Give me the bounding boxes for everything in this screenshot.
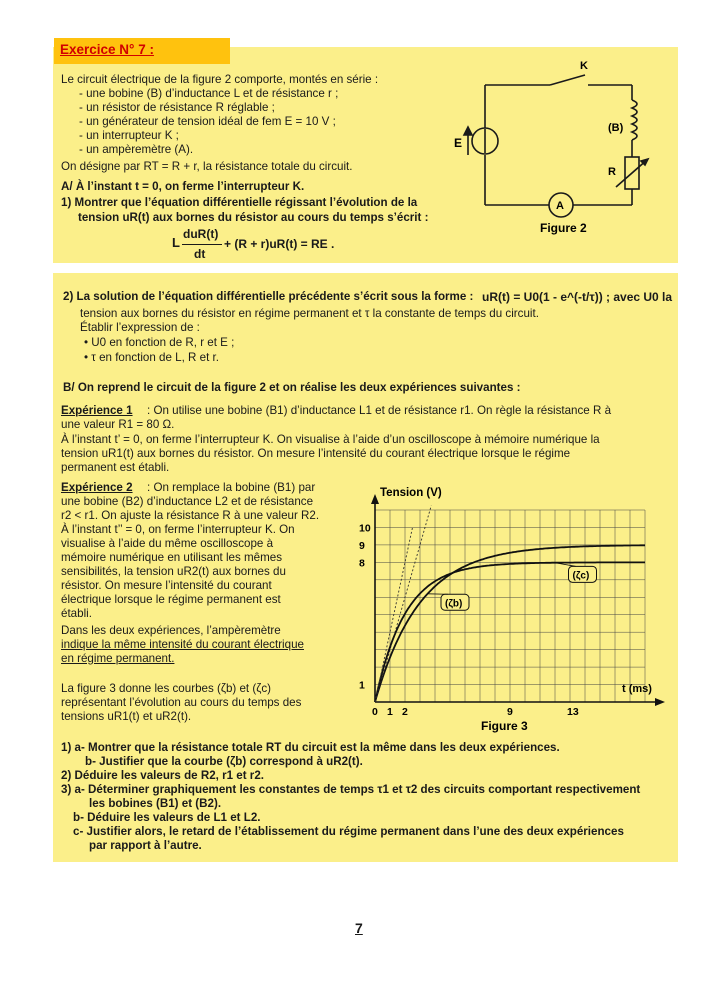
experience-2-line: une bobine (B2) d’inductance L2 et de résistance (61, 495, 314, 508)
experience-1-line: tension uR1(t) aux bornes du résistor. On mesure l’intensité du courant électrique lorsque le régime (61, 447, 571, 460)
experience-2-line: visualise à l’aide du même oscilloscope à (61, 537, 274, 550)
equation-lhs: L (172, 235, 180, 250)
fraction-bar (182, 244, 222, 245)
question-item: par rapport à l’autre. (89, 839, 202, 852)
experience-2-line: Dans les deux expériences, l’ampèremètre (61, 624, 281, 637)
component-item: - un interrupteur K ; (79, 129, 179, 142)
experience-1-line: À l’instant t’ = 0, on ferme l’interrupteur K. On visualise à l’aide d’un oscilloscope à mémoire numérique la (61, 433, 600, 446)
question-2-line3: Établir l’expression de : (80, 321, 200, 334)
question-2-line1: 2) La solution de l’équation différentielle précédente s’écrit sous la forme : (63, 290, 474, 303)
x-tick-label: 2 (402, 706, 408, 718)
curve-label: (ζc) (572, 570, 590, 582)
part-a-heading: A/ À l’instant t = 0, on ferme l’interrupteur K. (61, 180, 305, 193)
question-1-line1: 1) Montrer que l’équation différentielle régissant l’évolution de la (61, 196, 418, 209)
experience-2-line: sensibilités, la tension uR2(t) aux bornes du (61, 565, 286, 578)
experience-2-line: électrique lorsque le régime permanent est (61, 593, 281, 606)
experience-1-line: une valeur R1 = 80 Ω. (61, 418, 175, 431)
label-a: A (556, 200, 564, 212)
curve-label: (ζb) (445, 598, 463, 610)
component-item: - une bobine (B) d’inductance L et de résistance r ; (79, 87, 339, 100)
question-item: 1) a- Montrer que la résistance totale RT du circuit est la même dans les deux expériences. (61, 741, 560, 754)
question-2-bullet-2: • τ en fonction de L, R et r. (84, 351, 219, 364)
experience-2-line: r2 < r1. On ajuste la résistance R à une valeur R2. (61, 509, 320, 522)
experience-2-line: À l’instant t’’ = 0, on ferme l’interrupteur K. On (61, 523, 295, 536)
figure-3-chart (345, 482, 667, 734)
circuit-diagram (440, 55, 670, 240)
x-tick-label: 1 (387, 706, 393, 718)
question-item: b- Déduire les valeurs de L1 et L2. (73, 811, 261, 824)
y-tick-label: 9 (359, 539, 365, 552)
question-item: 3) a- Déterminer graphiquement les constantes de temps τ1 et τ2 des circuits comportant respectivement (61, 783, 641, 796)
figure-3-description: tensions uR1(t) et uR2(t). (61, 710, 192, 723)
y-axis-arrow (371, 494, 379, 504)
component-item: - un générateur de tension idéal de fem E = 10 V ; (79, 115, 336, 128)
label-k: K (580, 60, 588, 72)
chart-y-label: Tension (V) (380, 487, 442, 499)
y-tick-label: 1 (359, 679, 365, 692)
equation-rhs: + (R + r)uR(t) = RE . (224, 237, 335, 251)
figure-3-description: La figure 3 donne les courbes (ζb) et (ζc) (61, 682, 272, 695)
experience-1-line: : On utilise une bobine (B1) d’inductance L1 et de résistance r1. On règle la résistance R à (147, 404, 612, 417)
figure-3-description: représentant l’évolution au cours du temps des (61, 696, 302, 709)
page-number: 7 (355, 920, 363, 936)
coil-b (632, 100, 637, 140)
question-2-formula: uR(t) = U0(1 - e^(-t/τ)) ; avec U0 la (482, 290, 673, 304)
experience-2-line: indique la même intensité du courant électrique (61, 638, 304, 651)
chart-x-label: t (ms) (622, 683, 652, 695)
question-2-bullet-1: • U0 en fonction de R, r et E ; (84, 336, 235, 349)
experience-1-title: Expérience 1 (61, 404, 133, 417)
equation-numerator: duR(t) (183, 227, 219, 241)
question-item: 2) Déduire les valeurs de R2, r1 et r2. (61, 769, 264, 782)
label-e: E (454, 136, 463, 150)
experience-2-line: : On remplace la bobine (B1) par (147, 481, 316, 494)
x-tick-label: 13 (567, 706, 579, 718)
equation-denominator: dt (194, 247, 206, 261)
total-resistance-text: On désigne par RT = R + r, la résistance totale du circuit. (61, 160, 353, 173)
question-item: b- Justifier que la courbe (ζb) correspond à uR2(t). (85, 755, 363, 768)
experience-1-line: permanent est établi. (61, 461, 170, 474)
chart-grid (375, 510, 645, 702)
figure-2-caption: Figure 2 (540, 221, 587, 235)
label-b: (B) (608, 122, 624, 134)
switch-k-blade (550, 75, 585, 85)
part-b-heading: B/ On reprend le circuit de la figure 2 et on réalise les deux expériences suivantes : (63, 381, 521, 394)
question-1-line2: tension uR(t) aux bornes du résistor au cours du temps s’écrit : (78, 211, 429, 224)
component-item: - un ampèremètre (A). (79, 143, 194, 156)
experience-2-line: résistor. On mesure l’intensité du courant (61, 579, 272, 592)
label-r: R (608, 166, 616, 178)
chart-title: Figure 3 (481, 719, 528, 733)
x-axis-arrow (655, 698, 665, 706)
y-tick-label: 10 (359, 522, 371, 535)
question-item: c- Justifier alors, le retard de l’établissement du régime permanent dans l’une des deux expériences (73, 825, 624, 838)
experience-2-line: établi. (61, 607, 92, 620)
component-item: - un résistor de résistance R réglable ; (79, 101, 275, 114)
experience-2-line: mémoire numérique en utilisant les mêmes (61, 551, 283, 564)
y-tick-label: 8 (359, 557, 365, 570)
exercise-title-box (54, 38, 230, 64)
chart-ticks (359, 522, 579, 718)
experience-2-title: Expérience 2 (61, 481, 133, 494)
question-2-line2: tension aux bornes du résistor en régime permanent et τ la constante de temps du circuit. (80, 307, 539, 320)
question-item: les bobines (B1) et (B2). (89, 797, 222, 810)
exercise-title: Exercice N° 7 : (60, 42, 154, 57)
intro-text: Le circuit électrique de la figure 2 comporte, montés en série : (61, 73, 379, 86)
x-tick-label: 0 (372, 706, 378, 718)
experience-2-line: en régime permanent. (61, 652, 175, 665)
x-tick-label: 9 (507, 706, 513, 718)
